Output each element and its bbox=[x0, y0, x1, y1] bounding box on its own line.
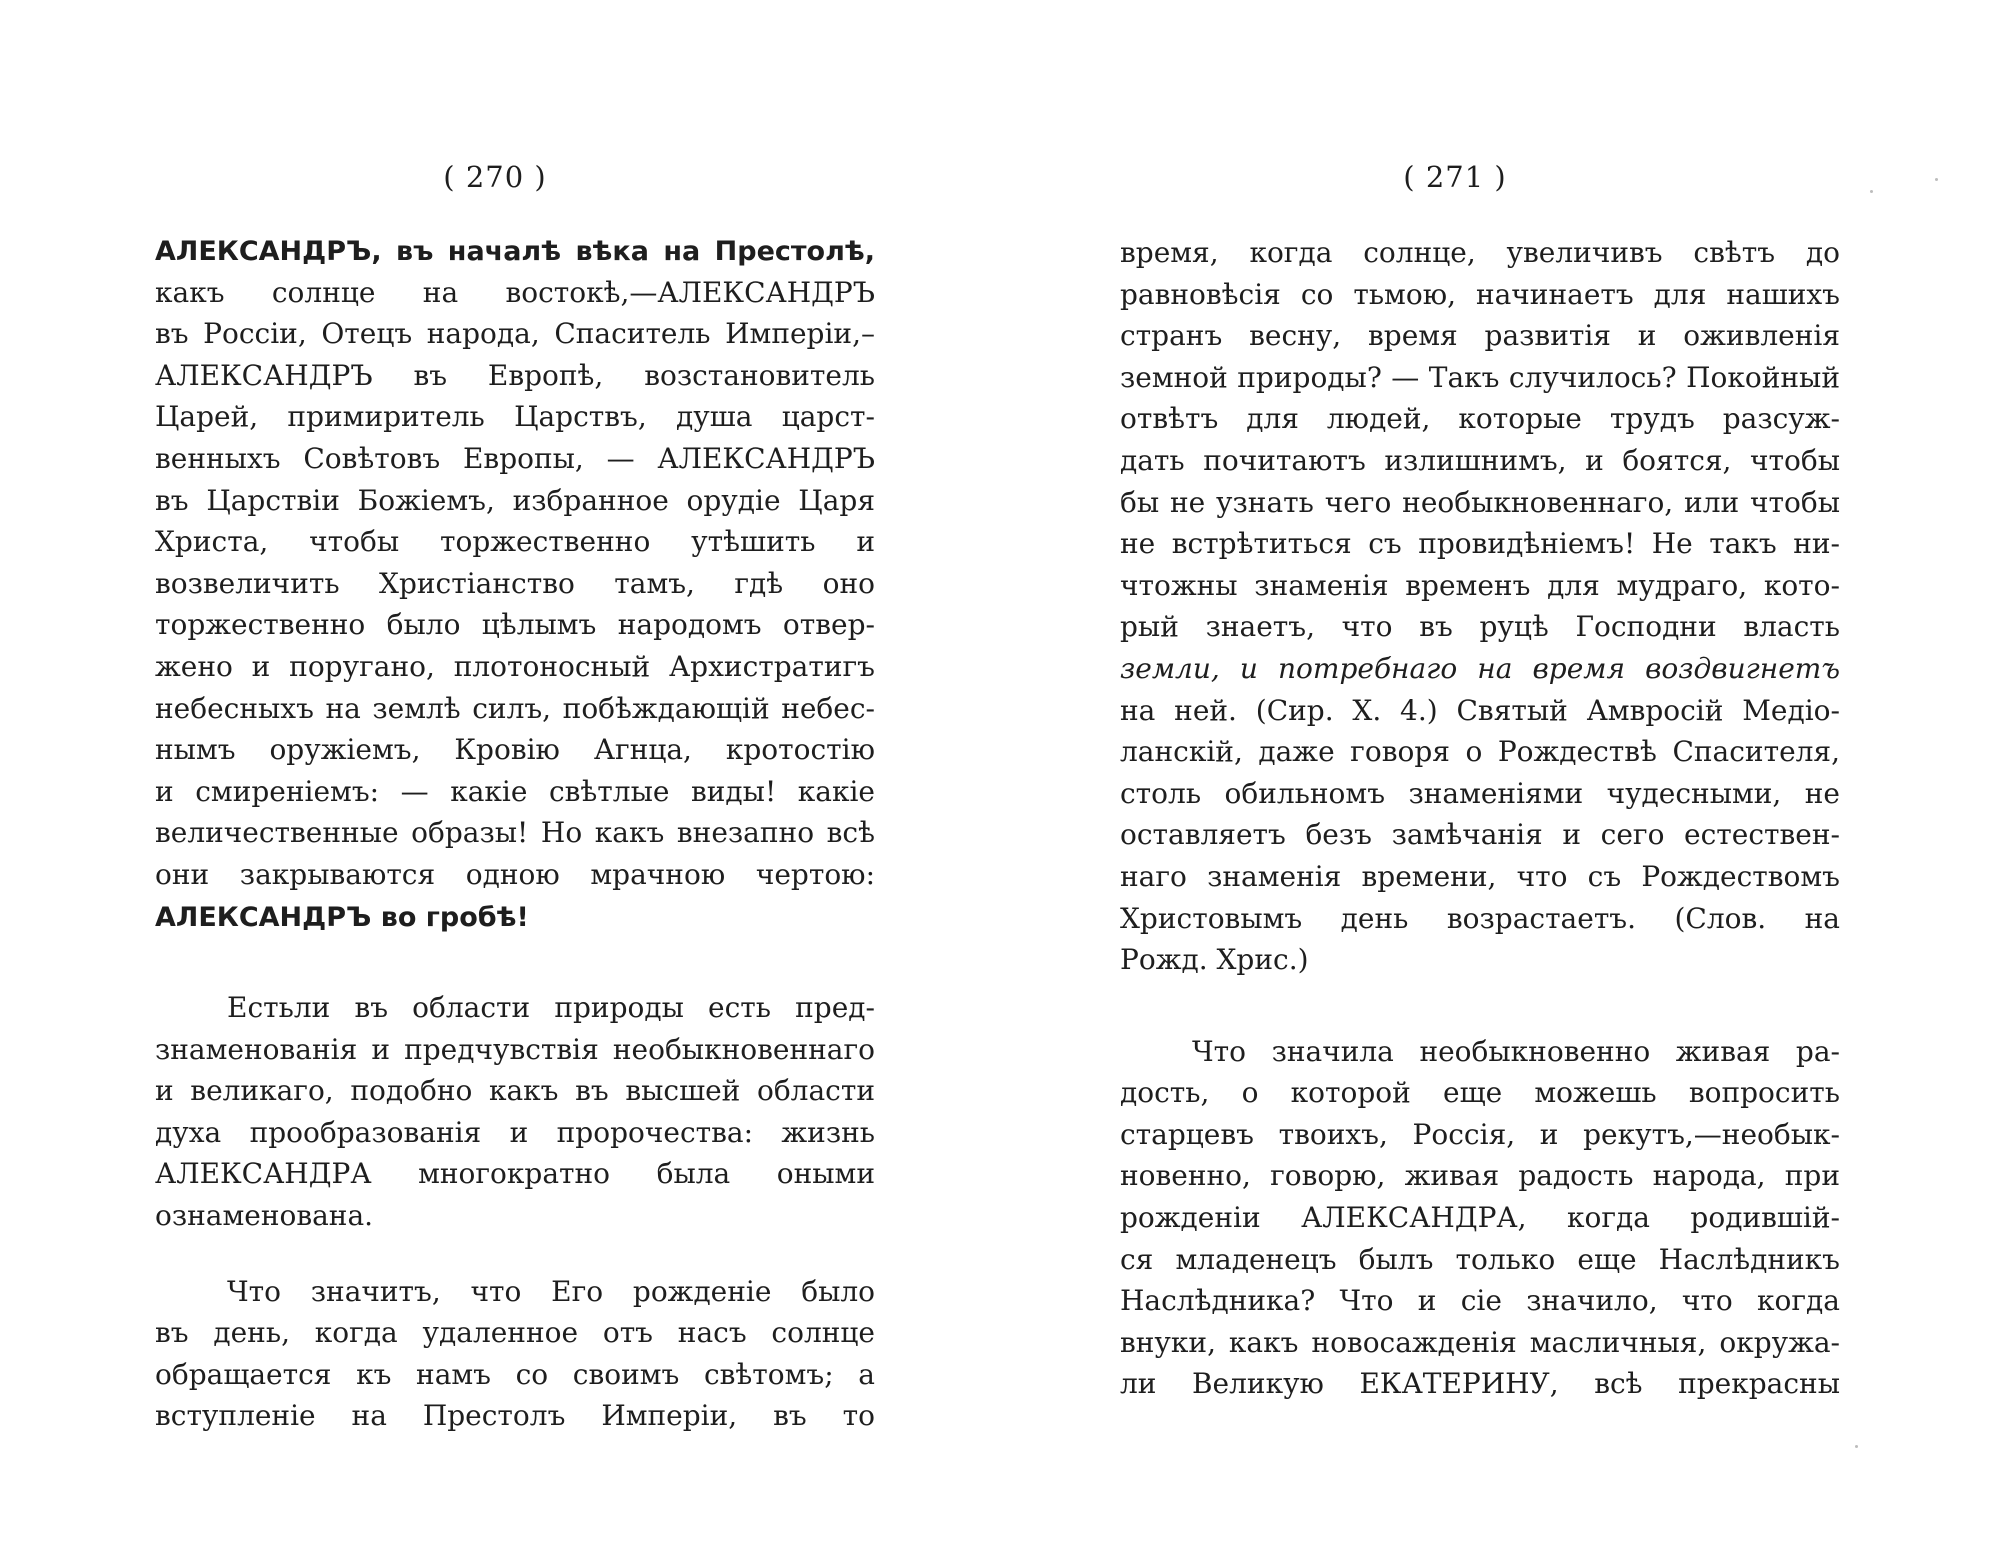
text-line: духа прообразованія и пророчества: жизнь bbox=[155, 1115, 875, 1149]
text-line: Естьли въ области природы есть пред- bbox=[227, 991, 875, 1025]
text-line: новенно, говорю, живая радость народа, при bbox=[1120, 1159, 1840, 1193]
right-paragraph-2 bbox=[1120, 1031, 1840, 1405]
left-paragraph-1 bbox=[155, 230, 875, 937]
text-line: АЛЕКСАНДРЪ во гробѣ! bbox=[155, 901, 529, 933]
text-line: венныхъ Совѣтовъ Европы, — АЛЕКСАНДРЪ bbox=[155, 441, 875, 475]
text-line: возвеличить Христіанство тамъ, гдѣ оно bbox=[155, 566, 875, 600]
text-line: знаменованія и предчувствія необыкновеннаго bbox=[155, 1032, 875, 1066]
left-paragraph-3 bbox=[155, 1271, 875, 1437]
left-page-number: ( 270 ) bbox=[443, 160, 547, 194]
right-page-number: ( 271 ) bbox=[1403, 160, 1507, 194]
text-line: ли Великую ЕКАТЕРИНУ, всѣ прекрасны bbox=[1120, 1367, 1840, 1401]
text-line: АЛЕКСАНДРЪ въ Европѣ, возстановитель bbox=[155, 358, 875, 392]
text-line: обращается къ намъ со своимъ свѣтомъ; а bbox=[155, 1357, 875, 1391]
text-line: отвѣтъ для людей, которые трудъ разсуж- bbox=[1120, 402, 1840, 436]
text-line: старцевъ твоихъ, Россія, и рекутъ,—необык- bbox=[1120, 1117, 1840, 1151]
paragraph-gap bbox=[1120, 981, 1840, 1031]
text-line: странъ весну, время развитія и оживленія bbox=[1120, 319, 1840, 353]
text-line: дость, о которой еще можешь вопросить bbox=[1120, 1076, 1840, 1110]
text-line: Что значила необыкновенно живая ра- bbox=[1192, 1034, 1840, 1068]
text-line: небесныхъ на землѣ силъ, побѣждающій небес- bbox=[155, 691, 875, 725]
scan-speck bbox=[1870, 190, 1873, 193]
text-line: на ней. (Сир. X. 4.) Святый Амвросій Медіо- bbox=[1120, 693, 1840, 727]
text-line: жено и поругано, плотоносный Архистратигъ bbox=[155, 649, 875, 683]
text-line bbox=[155, 230, 875, 272]
text-line: Христовымъ день возрастаетъ. (Слов. на bbox=[1120, 901, 1840, 935]
text-line: нымъ оружіемъ, Кровію Агнца, кротостію bbox=[155, 733, 875, 767]
text-line: въ Царствіи Божіемъ, избранное орудіе Царя bbox=[155, 483, 875, 517]
right-paragraph-1 bbox=[1120, 232, 1840, 981]
text-line: вступленіе на Престолъ Имперіи, въ то bbox=[155, 1399, 875, 1433]
text-line: въ Россіи, Отецъ народа, Спаситель Имперіи,– bbox=[155, 317, 875, 351]
text-line: Что значитъ, что Его рожденіе было bbox=[227, 1274, 875, 1308]
text-line: торжественно было цѣлымъ народомъ отвер- bbox=[155, 608, 875, 642]
text-line: и великаго, подобно какъ въ высшей области bbox=[155, 1074, 875, 1108]
text-line: Христа, чтобы торжественно утѣшить и bbox=[155, 525, 875, 559]
text-line: земной природы? — Такъ случилось? Покойный bbox=[1120, 360, 1840, 394]
text-line: столь обильномъ знаменіями чудесными, не bbox=[1120, 776, 1840, 810]
text-line: они закрываются одною мрачною чертою: bbox=[155, 857, 875, 891]
text-line: Наслѣдника? Что и сіе значило, что когда bbox=[1120, 1284, 1840, 1318]
right-page bbox=[1120, 0, 1840, 1551]
text-line: ся младенецъ былъ только еще Наслѣдникъ bbox=[1120, 1242, 1840, 1276]
text-line: какъ солнце на востокѣ,—АЛЕКСАНДРЪ bbox=[155, 275, 875, 309]
text-line: АЛЕКСАНДРА многократно была оными bbox=[155, 1157, 875, 1191]
text-line: АЛЕКСАНДРЪ, въ началѣ вѣка на Престолѣ, bbox=[155, 236, 875, 267]
text-line: земли, и потребнаго на время воздвигнетъ bbox=[1120, 651, 1840, 685]
paragraph-gap bbox=[155, 1237, 875, 1271]
text-line: величественные образы! Но какъ внезапно всѣ bbox=[155, 816, 875, 850]
text-line: бы не узнать чего необыкновеннаго, или чтобы bbox=[1120, 485, 1840, 519]
text-line: время, когда солнце, увеличивъ свѣтъ до bbox=[1120, 236, 1840, 269]
text-line: не встрѣтиться съ провидѣніемъ! Не такъ ни- bbox=[1120, 527, 1840, 561]
text-line: рожденіи АЛЕКСАНДРА, когда родившій- bbox=[1120, 1201, 1840, 1235]
left-page bbox=[155, 0, 875, 1551]
left-paragraph-2 bbox=[155, 987, 875, 1237]
left-page-text bbox=[155, 230, 875, 1437]
paragraph-gap bbox=[155, 937, 875, 987]
text-line: оставляетъ безъ замѣчанія и сего естествен- bbox=[1120, 818, 1840, 852]
text-line: наго знаменія времени, что съ Рождествомъ bbox=[1120, 859, 1840, 893]
text-line: чтожны знаменія временъ для мудраго, кото- bbox=[1120, 568, 1840, 602]
text-line: и смиреніемъ: — какіе свѣтлые виды! какіе bbox=[155, 774, 875, 808]
text-line: равновѣсія со тьмою, начинаетъ для нашихъ bbox=[1120, 277, 1840, 311]
text-line: Царей, примиритель Царствъ, душа царст- bbox=[155, 400, 875, 434]
scan-speck bbox=[1855, 1445, 1858, 1448]
text-line: Рожд. Хрис.) bbox=[1120, 943, 1309, 977]
text-line bbox=[155, 896, 875, 938]
text-line: рый знаетъ, что въ руцѣ Господни власть bbox=[1120, 610, 1840, 644]
text-line: внуки, какъ новосажденія масличныя, окружа- bbox=[1120, 1325, 1840, 1359]
text-line: ланскій, даже говоря о Рождествѣ Спасителя, bbox=[1120, 735, 1840, 769]
right-page-text bbox=[1120, 232, 1840, 1405]
scan-speck bbox=[1935, 178, 1938, 181]
text-line: дать почитаютъ излишнимъ, и боятся, чтобы bbox=[1120, 443, 1840, 477]
text-line: въ день, когда удаленное отъ насъ солнце bbox=[155, 1316, 875, 1350]
text-line: ознаменована. bbox=[155, 1199, 374, 1233]
